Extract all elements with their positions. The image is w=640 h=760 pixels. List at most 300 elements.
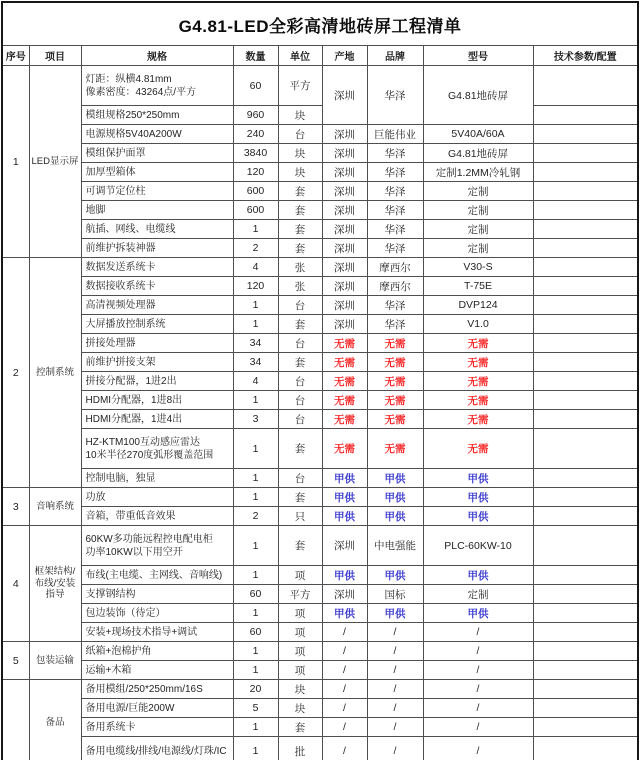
cell-spec (81, 220, 233, 239)
cell-origin: 无需 (322, 429, 367, 469)
cell-tech-params (533, 125, 638, 144)
cell-brand: 华泽 (367, 144, 423, 163)
cell-spec (81, 526, 233, 566)
cell-spec (81, 277, 233, 296)
table-row (2, 277, 638, 296)
cell-unit: 台 (278, 334, 322, 353)
cell-quantity: 60 (233, 66, 278, 106)
spec-line: 灯距：纵横4.81mm (85, 73, 172, 85)
cell-brand: 中电强能 (367, 526, 423, 566)
table-row (2, 623, 638, 642)
cell-model: V30-S (423, 258, 533, 277)
cell-section-index: 4 (2, 526, 29, 642)
cell-model: / (423, 661, 533, 680)
cell-quantity: 60 (233, 623, 278, 642)
cell-section-index: 3 (2, 488, 29, 526)
table-row (2, 566, 638, 585)
cell-origin: 甲供 (322, 507, 367, 526)
cell-brand: 华泽 (367, 201, 423, 220)
cell-unit: 套 (278, 429, 322, 469)
cell-unit: 项 (278, 661, 322, 680)
cell-quantity: 1 (233, 718, 278, 737)
cell-section-item: 音响系统 (29, 488, 81, 526)
cell-quantity: 2 (233, 239, 278, 258)
cell-brand: 无需 (367, 429, 423, 469)
cell-quantity: 600 (233, 182, 278, 201)
cell-tech-params (533, 372, 638, 391)
spec-line: 模组保护面罩 (85, 147, 146, 159)
cell-unit: 张 (278, 277, 322, 296)
cell-origin: 深圳 (322, 239, 367, 258)
cell-unit: 只 (278, 507, 322, 526)
cell-brand: 无需 (367, 334, 423, 353)
cell-quantity: 1 (233, 604, 278, 623)
spec-line: 运输+木箱 (85, 664, 132, 676)
cell-unit: 项 (278, 566, 322, 585)
cell-origin: 无需 (322, 410, 367, 429)
spec-line: HZ-KTM100互动感应雷达 (85, 436, 200, 448)
cell-spec (81, 507, 233, 526)
table-row (2, 699, 638, 718)
cell-quantity: 1 (233, 296, 278, 315)
spec-line: 数据接收系统卡 (85, 280, 156, 292)
table-row (2, 680, 638, 699)
cell-unit: 台 (278, 296, 322, 315)
cell-origin: 深圳 (322, 296, 367, 315)
column-header-7: 品牌 (367, 46, 423, 66)
cell-brand: 国标 (367, 585, 423, 604)
table-row (2, 258, 638, 277)
spec-line: 支撑钢结构 (85, 588, 136, 600)
cell-origin: 深圳 (322, 201, 367, 220)
cell-brand: / (367, 737, 423, 760)
cell-spec (81, 737, 233, 760)
cell-brand: 甲供 (367, 566, 423, 585)
column-header-row (2, 46, 638, 66)
cell-model: 定制 (423, 201, 533, 220)
cell-quantity: 4 (233, 372, 278, 391)
cell-quantity: 1 (233, 526, 278, 566)
spec-line: 前维护拼接支架 (85, 356, 156, 368)
cell-spec (81, 566, 233, 585)
cell-model: 定制 (423, 182, 533, 201)
cell-tech-params (533, 680, 638, 699)
cell-spec (81, 699, 233, 718)
cell-quantity: 1 (233, 737, 278, 760)
cell-tech-params (533, 220, 638, 239)
cell-model: / (423, 699, 533, 718)
spec-line: HDMI分配器，1进8出 (85, 394, 183, 406)
cell-section-index: 5 (2, 642, 29, 680)
column-header-2: 项目 (29, 46, 81, 66)
table-row (2, 163, 638, 182)
cell-quantity: 1 (233, 469, 278, 488)
cell-quantity: 1 (233, 488, 278, 507)
spec-line: 电源规格5V40A200W (85, 128, 182, 140)
cell-spec (81, 469, 233, 488)
cell-model: 无需 (423, 334, 533, 353)
cell-brand: / (367, 680, 423, 699)
column-header-6: 产地 (322, 46, 367, 66)
table-row (2, 144, 638, 163)
cell-unit: 套 (278, 239, 322, 258)
table-row (2, 429, 638, 469)
cell-spec (81, 661, 233, 680)
spec-line: 备用模组/250*250mm/16S (85, 683, 203, 695)
cell-model: / (423, 642, 533, 661)
cell-tech-params (533, 429, 638, 469)
table-row (2, 526, 638, 566)
cell-tech-params (533, 507, 638, 526)
cell-unit: 项 (278, 623, 322, 642)
cell-spec (81, 201, 233, 220)
spec-line: 功放 (85, 491, 106, 503)
spec-line: 控制电脑，独显 (85, 472, 156, 484)
cell-quantity: 1 (233, 315, 278, 334)
cell-unit: 套 (278, 315, 322, 334)
table-row (2, 220, 638, 239)
cell-quantity: 1 (233, 391, 278, 410)
cell-origin: 甲供 (322, 604, 367, 623)
cell-unit: 平方 (278, 585, 322, 604)
cell-unit: 块 (278, 106, 322, 125)
cell-tech-params (533, 585, 638, 604)
cell-model: 甲供 (423, 507, 533, 526)
cell-tech-params (533, 258, 638, 277)
cell-origin: / (322, 642, 367, 661)
cell-origin: 深圳 (322, 182, 367, 201)
cell-tech-params (533, 277, 638, 296)
column-header-8: 型号 (423, 46, 533, 66)
spec-line: 包边装饰（待定） (85, 607, 166, 619)
cell-unit: 台 (278, 372, 322, 391)
table-row (2, 353, 638, 372)
table-row (2, 315, 638, 334)
cell-tech-params (533, 296, 638, 315)
cell-tech-params (533, 469, 638, 488)
cell-quantity: 1 (233, 220, 278, 239)
cell-brand: / (367, 623, 423, 642)
cell-spec (81, 334, 233, 353)
cell-spec (81, 488, 233, 507)
cell-origin: 无需 (322, 372, 367, 391)
column-header-9: 技术参数/配置 (533, 46, 638, 66)
cell-unit: 批 (278, 737, 322, 760)
cell-quantity: 1 (233, 642, 278, 661)
cell-brand: / (367, 718, 423, 737)
cell-tech-params (533, 315, 638, 334)
spec-line: HDMI分配器，1进4出 (85, 413, 183, 425)
cell-quantity: 3840 (233, 144, 278, 163)
cell-spec (81, 296, 233, 315)
cell-tech-params (533, 642, 638, 661)
cell-origin: 深圳 (322, 144, 367, 163)
spec-line: 备用系统卡 (85, 721, 136, 733)
spec-line: 航插、网线、电缆线 (85, 223, 176, 235)
cell-spec (81, 239, 233, 258)
cell-spec (81, 258, 233, 277)
spec-line: 像素密度：43264点/平方 (85, 86, 197, 98)
table-row (2, 604, 638, 623)
cell-origin: / (322, 699, 367, 718)
cell-unit: 台 (278, 469, 322, 488)
table-row (2, 125, 638, 144)
cell-unit: 平方 (278, 66, 322, 106)
table-row (2, 201, 638, 220)
table-row (2, 507, 638, 526)
cell-tech-params (533, 353, 638, 372)
table-row (2, 469, 638, 488)
cell-origin: 深圳 (322, 258, 367, 277)
cell-unit: 块 (278, 163, 322, 182)
cell-origin: 深圳 (322, 125, 367, 144)
cell-brand: 甲供 (367, 488, 423, 507)
cell-tech-params (533, 334, 638, 353)
cell-quantity: 1 (233, 429, 278, 469)
cell-brand: 甲供 (367, 469, 423, 488)
cell-model: 甲供 (423, 469, 533, 488)
cell-brand: 华泽 (367, 163, 423, 182)
cell-unit: 块 (278, 699, 322, 718)
spec-line: 60KW多功能远程控电配电柜 (85, 533, 213, 545)
cell-quantity: 60 (233, 585, 278, 604)
cell-brand: 甲供 (367, 604, 423, 623)
cell-model: 甲供 (423, 566, 533, 585)
cell-quantity: 4 (233, 258, 278, 277)
cell-origin: 无需 (322, 391, 367, 410)
cell-quantity: 34 (233, 334, 278, 353)
cell-tech-params (533, 163, 638, 182)
cell-quantity: 240 (233, 125, 278, 144)
cell-origin: / (322, 623, 367, 642)
title-row (2, 2, 638, 46)
table-row (2, 391, 638, 410)
spec-line: 音箱，带重低音效果 (85, 510, 176, 522)
cell-quantity: 120 (233, 277, 278, 296)
column-header-1: 序号 (2, 46, 29, 66)
cell-brand: / (367, 642, 423, 661)
spec-line: 高清视频处理器 (85, 299, 156, 311)
cell-tech-params (533, 737, 638, 760)
spec-line: 拼接分配器，1进2出 (85, 375, 177, 387)
cell-unit: 台 (278, 125, 322, 144)
cell-section-item: LED显示屏 (29, 66, 81, 258)
cell-unit: 块 (278, 680, 322, 699)
cell-spec (81, 372, 233, 391)
cell-section-item: 备品 (29, 680, 81, 760)
table-row (2, 661, 638, 680)
cell-section-item: 包装运输 (29, 642, 81, 680)
cell-section-index: 1 (2, 66, 29, 258)
table-row (2, 488, 638, 507)
cell-tech-params (533, 566, 638, 585)
cell-origin: 甲供 (322, 566, 367, 585)
cell-model: 无需 (423, 372, 533, 391)
cell-brand: 无需 (367, 353, 423, 372)
column-header-3: 规格 (81, 46, 233, 66)
cell-unit: 套 (278, 718, 322, 737)
cell-section-item: 控制系统 (29, 258, 81, 488)
cell-brand: / (367, 699, 423, 718)
cell-origin: 无需 (322, 353, 367, 372)
cell-quantity: 20 (233, 680, 278, 699)
spec-line: 拼接处理器 (85, 337, 136, 349)
project-list-table (1, 1, 639, 760)
cell-quantity: 1 (233, 566, 278, 585)
cell-spec (81, 106, 233, 125)
cell-spec (81, 315, 233, 334)
cell-origin: 深圳 (322, 220, 367, 239)
cell-model: T-75E (423, 277, 533, 296)
cell-model: 无需 (423, 353, 533, 372)
cell-origin: 无需 (322, 334, 367, 353)
cell-brand: 无需 (367, 372, 423, 391)
cell-origin: 深圳 (322, 585, 367, 604)
spec-line: 大屏播放控制系统 (85, 318, 166, 330)
cell-spec (81, 585, 233, 604)
cell-model: / (423, 680, 533, 699)
cell-tech-params (533, 718, 638, 737)
cell-spec (81, 642, 233, 661)
cell-unit: 套 (278, 182, 322, 201)
cell-origin: 深圳 (322, 315, 367, 334)
cell-model: DVP124 (423, 296, 533, 315)
spec-line: 模组规格250*250mm (85, 109, 180, 121)
cell-origin: 甲供 (322, 469, 367, 488)
cell-model: G4.81地砖屏 (423, 66, 533, 125)
cell-unit: 台 (278, 410, 322, 429)
cell-quantity: 34 (233, 353, 278, 372)
cell-section-index: 2 (2, 258, 29, 488)
cell-brand: 华泽 (367, 220, 423, 239)
table-row (2, 372, 638, 391)
cell-quantity: 2 (233, 507, 278, 526)
cell-model: 无需 (423, 429, 533, 469)
cell-tech-params (533, 526, 638, 566)
cell-quantity: 1 (233, 661, 278, 680)
spec-line: 加厚型箱体 (85, 166, 136, 178)
cell-tech-params (533, 623, 638, 642)
cell-tech-params (533, 239, 638, 258)
cell-tech-params (533, 66, 638, 106)
cell-quantity: 120 (233, 163, 278, 182)
cell-spec (81, 391, 233, 410)
table-row (2, 66, 638, 106)
cell-spec (81, 182, 233, 201)
cell-model: 甲供 (423, 604, 533, 623)
cell-model: / (423, 718, 533, 737)
cell-quantity: 3 (233, 410, 278, 429)
spec-line: 备用电缆线/排线/电源线/灯珠/IC (85, 745, 227, 757)
cell-spec (81, 125, 233, 144)
cell-spec (81, 604, 233, 623)
spec-line: 地脚 (85, 204, 106, 216)
cell-model: 定制 (423, 239, 533, 258)
cell-tech-params (533, 144, 638, 163)
table-row (2, 410, 638, 429)
cell-quantity: 5 (233, 699, 278, 718)
spec-line: 前维护拆装神器 (85, 242, 156, 254)
cell-spec (81, 623, 233, 642)
cell-spec (81, 163, 233, 182)
cell-origin: / (322, 737, 367, 760)
table-row (2, 296, 638, 315)
cell-brand: / (367, 661, 423, 680)
table-row (2, 642, 638, 661)
table-row (2, 182, 638, 201)
cell-section-index (2, 680, 29, 760)
cell-spec (81, 144, 233, 163)
table-row (2, 718, 638, 737)
cell-brand: 无需 (367, 391, 423, 410)
spec-line: 可调节定位柱 (85, 185, 146, 197)
cell-quantity: 600 (233, 201, 278, 220)
table-row (2, 585, 638, 604)
table-title: G4.81-LED全彩高清地砖屏工程清单 (2, 2, 638, 46)
cell-brand: 华泽 (367, 315, 423, 334)
spec-line: 纸箱+泡棉护角 (85, 645, 152, 657)
spec-line: 布线(主电缆、主网线、音响线) (85, 569, 223, 581)
cell-spec (81, 353, 233, 372)
cell-tech-params (533, 699, 638, 718)
cell-origin: 深圳 (322, 526, 367, 566)
cell-unit: 台 (278, 391, 322, 410)
cell-tech-params (533, 488, 638, 507)
cell-origin: / (322, 680, 367, 699)
table-row (2, 106, 638, 125)
spec-line: 10米半径270度弧形覆盖范围 (85, 449, 214, 461)
cell-model: V1.0 (423, 315, 533, 334)
cell-brand: 华泽 (367, 66, 423, 125)
cell-tech-params (533, 106, 638, 125)
cell-brand: 无需 (367, 410, 423, 429)
cell-origin: 深圳 (322, 277, 367, 296)
cell-brand: 华泽 (367, 296, 423, 315)
cell-model: / (423, 623, 533, 642)
cell-model: 无需 (423, 410, 533, 429)
spec-line: 备用电源/巨能200W (85, 702, 175, 714)
cell-brand: 甲供 (367, 507, 423, 526)
cell-tech-params (533, 410, 638, 429)
cell-brand: 华泽 (367, 239, 423, 258)
cell-tech-params (533, 661, 638, 680)
cell-unit: 套 (278, 201, 322, 220)
cell-spec (81, 718, 233, 737)
spec-line: 数据发送系统卡 (85, 261, 156, 273)
cell-model: 定制 (423, 220, 533, 239)
cell-unit: 项 (278, 642, 322, 661)
cell-origin: 深圳 (322, 66, 367, 125)
cell-quantity: 960 (233, 106, 278, 125)
spec-line: 功率10KW以下用空开 (85, 546, 183, 558)
cell-unit: 块 (278, 144, 322, 163)
cell-unit: 张 (278, 258, 322, 277)
cell-spec (81, 66, 233, 106)
cell-unit: 套 (278, 488, 322, 507)
cell-model: 甲供 (423, 488, 533, 507)
cell-spec (81, 410, 233, 429)
cell-model: / (423, 737, 533, 760)
cell-spec (81, 680, 233, 699)
cell-unit: 项 (278, 604, 322, 623)
table-row (2, 239, 638, 258)
cell-spec (81, 429, 233, 469)
cell-origin: 深圳 (322, 163, 367, 182)
cell-model: 5V40A/60A (423, 125, 533, 144)
column-header-5: 单位 (278, 46, 322, 66)
cell-origin: / (322, 718, 367, 737)
cell-model: 无需 (423, 391, 533, 410)
